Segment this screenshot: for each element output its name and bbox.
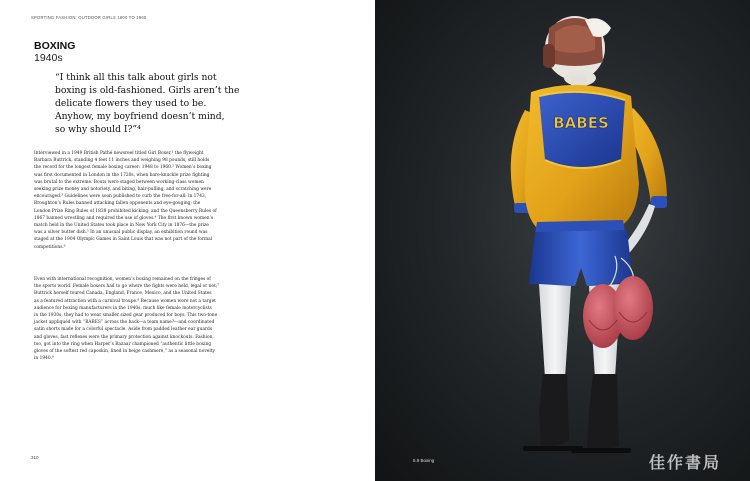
pull-quote-line: “I think all this talk about girls not	[55, 72, 217, 83]
body-line: in 1940.⁹	[34, 356, 54, 362]
body-paragraph-2	[34, 276, 274, 362]
body-line: match held in the United States took place in New York City in 1876—the prize	[34, 223, 209, 229]
body-line: seeking prize money and notoriety, and biting, hair-pulling, and scratching were	[34, 187, 212, 193]
section-period: 1940s	[34, 52, 63, 64]
pull-quote	[55, 71, 250, 136]
body-line: staged at the 1904 Olympic Games in Saint Louis that was not part of the formal	[34, 237, 213, 243]
stand-base-right	[571, 448, 631, 453]
headgear	[543, 16, 611, 86]
watermark: 佳作書局	[649, 453, 722, 472]
body-line: 1867 banned wrestling and required the use of gloves.⁴ The first known women’s	[34, 215, 214, 221]
right-glove	[613, 276, 653, 340]
body-line: was brutal to the extreme. Bouts were staged between working-class women	[34, 179, 204, 185]
boxer-mannequin-photo	[375, 0, 750, 481]
satin-shorts	[529, 230, 633, 286]
body-line: encouraged.³ Guidelines were soon published to curb the free-for-all: in 1743,	[34, 194, 207, 200]
pull-quote-line: boxing is old-fashioned. Girls aren’t the	[55, 85, 240, 96]
body-paragraph-1	[34, 150, 274, 251]
photo-caption: 5.9 Boxing	[413, 458, 435, 463]
body-line: satin shorts made for a colorful spectacle. Aside from padded leather ear guards	[34, 327, 213, 333]
body-line: was a silver butter dish.⁵ In an unusual public display, an exhibition round was	[34, 230, 208, 236]
left-leg	[539, 284, 571, 378]
page-number: 310	[31, 455, 39, 460]
right-boot	[587, 374, 619, 450]
right-page-photo	[375, 0, 750, 481]
running-head: SPORTING FASHION: OUTDOOR GIRLS 1800 TO 1960	[31, 15, 147, 20]
body-line: the sports world. Female boxers had to go where the fights were held, legal or not;⁷	[34, 284, 220, 290]
body-line: jacket appliquéd with “BABES” across the back—a team name?—and coordinated	[34, 320, 215, 326]
body-line: too, got into the ring when Harper’s Bazaar championed “authentic little boxing	[34, 341, 212, 347]
body-line: Buttrick herself toured Canada, England, France, Mexico, and the United States	[34, 291, 212, 297]
body-line: Even with international recognition, women’s boxing remained on the fringes of	[34, 277, 211, 282]
body-line: Broughton’s Rules banned attacking fallen opponents and eye-gouging; the	[34, 201, 201, 207]
body-line: gloves of the softest red capeskin, lined in beige cashmere,” as a seasonal novelty	[34, 349, 215, 355]
body-line: was first documented in London in the 1720s, when bare-knuckle prize fighting	[34, 172, 210, 178]
pull-quote-line: Anyhow, my boyfriend doesn’t mind,	[55, 111, 225, 122]
body-line: competitions.⁶	[34, 244, 66, 250]
section-title: BOXING	[34, 40, 76, 52]
body-line: Interviewed in a 1949 British Pathé newsreel titled Girl Boxer,¹ the flyweight	[34, 151, 204, 156]
body-line: the record for the longest female boxing career: 1948 to 1960.² Women’s boxing	[34, 165, 212, 171]
jacket-lettering: BABES	[553, 114, 609, 132]
left-boot	[539, 374, 569, 446]
pull-quote-line: delicate flowers they used to be.	[55, 98, 207, 109]
body-line: London Prize Ring Rules of 1838 prohibited kicking; and the Queensberry Rules of	[34, 208, 217, 214]
body-line: in the 1930s, they had to wear smaller sized gear produced for boys. This two-tone	[34, 313, 218, 319]
pull-quote-line: so why should I?”⁴	[55, 124, 141, 135]
body-line: and gloves, fast reflexes were the primary protection against knockouts. Fashion,	[34, 334, 214, 340]
body-line: as a featured attraction with a carnival troupe.⁸ Because women were not a target	[34, 298, 216, 304]
body-line: audience for boxing manufacturers in the 1940s, much like female motorcyclists	[34, 305, 212, 311]
body-line: Barbara Buttrick, standing 4 feet 11 inches and weighing 98 pounds, still holds	[34, 158, 210, 164]
